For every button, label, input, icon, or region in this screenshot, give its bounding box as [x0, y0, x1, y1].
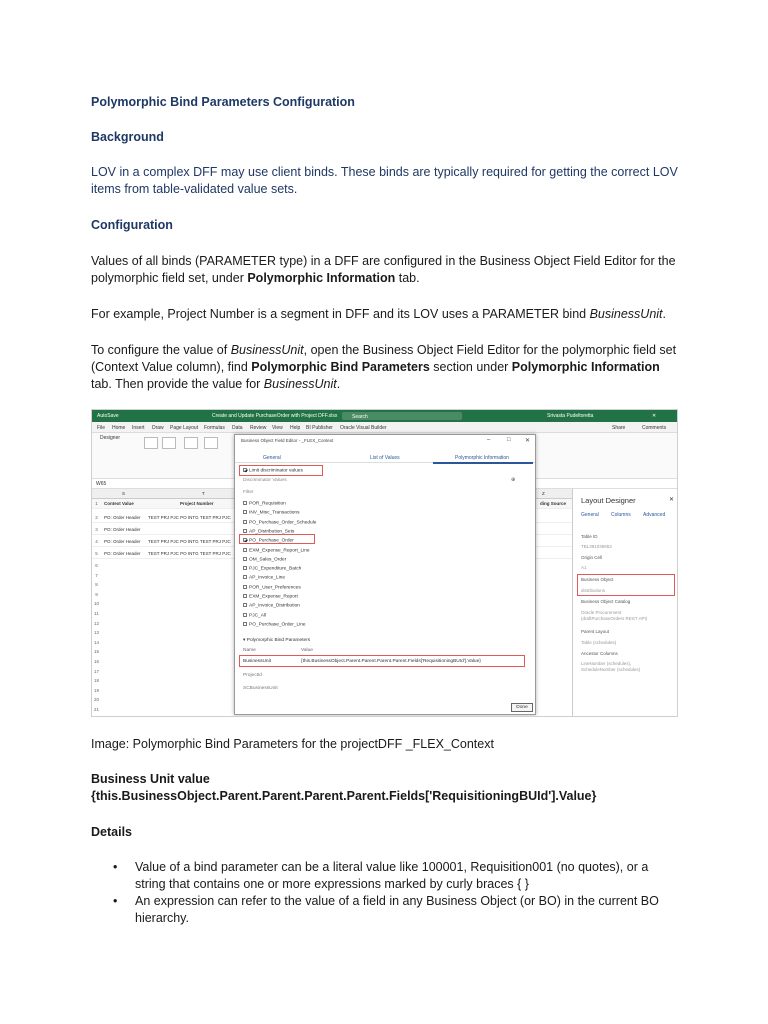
list-item: • An expression can refer to the value of a field in any Business Object (or BO) in the current BO hierarchy. — [91, 893, 681, 927]
discriminator-label: POR_Requisition — [249, 501, 286, 507]
bind-section-label: Polymorphic Bind Parameters — [246, 638, 311, 643]
ribbon-tab[interactable]: Home — [112, 425, 126, 431]
highlight-box — [577, 574, 675, 596]
checkbox-icon — [243, 557, 247, 561]
bind-name: BusinessUnit — [243, 659, 271, 664]
document-title: Polymorphic Bind Parameters Configuration — [91, 95, 355, 109]
checkbox-label: Limit discriminator values — [249, 468, 303, 474]
bo-value[interactable]: distributions — [581, 588, 606, 593]
row-number: 3 — [95, 527, 98, 532]
row-number: 12 — [93, 620, 99, 626]
tab-advanced[interactable]: Advanced — [643, 512, 666, 518]
discriminator-item[interactable] — [243, 566, 301, 572]
discriminator-item[interactable] — [243, 557, 286, 563]
table-cell[interactable]: PO: Order Header — [104, 539, 141, 544]
cell-reference[interactable]: W65 — [96, 481, 107, 487]
table-cell[interactable]: PO: Order Header — [104, 515, 141, 520]
tab-general[interactable]: General — [263, 455, 281, 461]
autosave-label: AutoSave — [97, 413, 119, 419]
column-letter: T — [202, 491, 205, 496]
filter-input[interactable]: Filter — [243, 490, 254, 495]
layout-designer-panel — [572, 489, 678, 717]
config-paragraph-3: To configure the value of BusinessUnit, open the Business Object Field Editor for the polymorphic field set (Context Value column), find Polymorphic Bind Parameters section under Polymorphic Information tab. Then provide the value for BusinessUnit. — [91, 343, 677, 391]
column-letter: Z — [542, 491, 545, 496]
ribbon-icon[interactable] — [162, 437, 176, 449]
highlight-box — [239, 534, 315, 544]
discriminator-label: OM_Sales_Order — [249, 557, 287, 563]
discriminator-label: POR_User_Preferences — [249, 585, 301, 591]
bind-section-header[interactable] — [243, 638, 310, 643]
table-cell[interactable]: TEST PRJ PJC PO INTG TEST PRJ PJC — [148, 539, 231, 544]
details-list — [91, 859, 681, 927]
parent-layout-value: Table (schedules) — [581, 640, 617, 645]
bo-label: Business Object — [581, 577, 614, 582]
panel-title: Layout Designer — [581, 496, 636, 505]
search-box[interactable] — [342, 412, 462, 420]
row-number: 9 — [95, 591, 98, 597]
user-name: Srivasta Pudeltoretta — [547, 413, 594, 419]
discriminator-label: EXM_Expense_Report_Line — [249, 548, 310, 553]
search-label: Search — [352, 413, 368, 420]
highlight-box — [239, 465, 323, 476]
comments-button[interactable]: Comments — [642, 425, 667, 431]
checkbox-icon — [243, 529, 247, 533]
checkbox-icon — [243, 585, 247, 589]
close-icon[interactable]: ✕ — [652, 413, 657, 419]
discriminator-item[interactable] — [243, 520, 316, 526]
table-id-label: Table ID — [581, 534, 598, 539]
field-editor-dialog — [234, 434, 536, 715]
done-button[interactable]: Done — [511, 703, 533, 712]
close-icon[interactable]: ✕ — [525, 438, 531, 444]
row-number: 17 — [93, 668, 99, 674]
row-number: 4 — [95, 539, 98, 544]
grid-header: ding Source — [540, 501, 567, 506]
column-letter: S — [122, 491, 126, 496]
bind-name: ProjectId — [243, 673, 262, 678]
table-cell[interactable]: PO: Order Header — [104, 527, 141, 532]
ribbon-tab[interactable]: BI Publisher — [306, 425, 333, 431]
ancestor-label: Ancestor Columns — [581, 651, 618, 656]
bind-name-header: Name — [243, 648, 256, 653]
discriminator-label: PO_Purchase_Order — [249, 538, 294, 544]
background-heading: Background — [91, 130, 164, 144]
row-number: 6 — [95, 563, 98, 568]
bind-value-header: Value — [301, 648, 313, 653]
chevron-down-icon: ▾ — [243, 638, 247, 643]
table-id-value: TBL391039653 — [581, 544, 612, 549]
tab-list-of-values[interactable]: List of Values — [370, 455, 400, 461]
share-button[interactable]: Share — [612, 425, 626, 431]
discriminator-item[interactable] — [243, 603, 300, 609]
discriminator-label: AP_Distribution_Sets — [249, 529, 295, 535]
row-number: 14 — [93, 639, 99, 645]
details-heading: Details — [91, 825, 132, 839]
grid-header: Context Value — [104, 501, 134, 506]
catalog-label: Business Object Catalog — [581, 599, 631, 604]
minimize-icon[interactable]: – — [487, 437, 491, 443]
maximize-icon[interactable]: □ — [507, 437, 511, 443]
discriminator-item[interactable] — [243, 548, 310, 554]
checkbox-icon — [243, 622, 247, 626]
configuration-heading: Configuration — [91, 218, 173, 232]
checkbox-icon — [243, 603, 247, 607]
tab-columns[interactable]: Columns — [611, 512, 631, 518]
discriminator-label: PJC_Expenditure_Batch — [249, 566, 302, 572]
checkbox-icon — [243, 501, 247, 505]
discriminator-values-label: Discriminator Values — [243, 478, 287, 483]
ribbon-tab[interactable]: Page Layout — [170, 425, 199, 431]
window-title: Create and Update PurchaseOrder with Project DFF.xlsx — [212, 413, 338, 419]
table-cell[interactable]: TEST PRJ PJC PO INTG TEST PRJ PJC — [148, 515, 231, 520]
ribbon-icon[interactable] — [144, 437, 158, 449]
ribbon-tab[interactable]: Data — [232, 425, 243, 431]
checkbox-icon — [243, 520, 247, 524]
parent-layout-label: Parent Layout — [581, 629, 610, 634]
row-number: 20 — [93, 697, 99, 703]
background-paragraph: LOV in a complex DFF may use client binds. These binds are typically required for getting the correct LOV items from table-validated value sets. — [91, 165, 678, 196]
checkbox-icon — [243, 575, 247, 579]
list-item: • Value of a bind parameter can be a literal value like 100001, Requisition001 (no quotes), or a string that contains one or more expressions marked by curly braces { } — [91, 859, 681, 893]
checkbox-icon — [243, 594, 247, 598]
active-tab-indicator — [433, 462, 533, 464]
checkbox-icon — [243, 510, 247, 514]
table-cell[interactable]: PO: Order Header — [104, 551, 141, 556]
checkbox-icon — [243, 548, 247, 552]
row-number: 8 — [95, 582, 98, 588]
ribbon-tab[interactable]: Oracle Visual Builder — [340, 425, 387, 431]
ribbon-tab[interactable]: Formulas — [204, 425, 225, 431]
grid-header: Project Number — [180, 501, 214, 506]
row-number: 7 — [95, 572, 98, 578]
ribbon-tab[interactable]: Review — [250, 425, 267, 431]
row-number: 10 — [93, 601, 99, 607]
bu-value-label: Business Unit value — [91, 772, 210, 786]
highlight-box — [239, 655, 525, 667]
row-number: 2 — [95, 515, 98, 520]
row-number: 13 — [93, 630, 99, 636]
discriminator-label: PO_Purchase_Order_Line — [249, 622, 306, 628]
excel-title-bar — [92, 410, 677, 422]
ribbon-tab[interactable]: Help — [290, 425, 301, 431]
ribbon-tab[interactable]: Draw — [152, 425, 164, 431]
row-number: 5 — [95, 551, 98, 556]
designer-button[interactable]: Designer — [100, 435, 121, 441]
bind-value-input[interactable]: {this.BusinessObject.Parent.Parent.Parent.Parent.Fields['RequisitioningBUId'].Value} — [301, 659, 481, 664]
dialog-title: Business Object Field Editor - _FLEX_Context — [241, 438, 334, 443]
ancestor-value: LineNumber (schedules), ScheduleNumber (schedules) — [581, 661, 641, 672]
ribbon-tab[interactable]: View — [272, 425, 283, 431]
row-number: 19 — [93, 687, 99, 693]
image-caption: Image: Polymorphic Bind Parameters for the projectDFF _FLEX_Context — [91, 737, 494, 751]
discriminator-label: PO_Purchase_Order_Schedule — [249, 520, 317, 526]
discriminator-label: INV_Misc_Transactions — [249, 510, 300, 516]
discriminator-item[interactable] — [243, 594, 298, 600]
tab-polymorphic-information[interactable]: Polymorphic Information — [455, 455, 509, 461]
origin-cell-label: Origin Cell — [581, 555, 603, 560]
add-icon[interactable]: ⊕ — [511, 477, 516, 483]
row-number: 16 — [93, 659, 99, 664]
config-paragraph-2: For example, Project Number is a segment in DFF and its LOV uses a PARAMETER bind BusinessUnit. — [91, 307, 667, 321]
ribbon-icon[interactable] — [204, 437, 218, 449]
discriminator-label: AP_Invoice_Line — [249, 575, 286, 581]
row-number: 1 — [95, 501, 98, 506]
bind-name: SCBusinessUnit — [243, 686, 278, 691]
row-number: 15 — [93, 649, 99, 655]
ribbon-tab[interactable]: Insert — [132, 425, 145, 431]
row-number: 11 — [94, 611, 99, 616]
bu-value-expression: {this.BusinessObject.Parent.Parent.Parent.Parent.Fields['RequisitioningBUId'].Value} — [91, 789, 597, 803]
discriminator-label: PJC_All — [249, 613, 267, 619]
discriminator-item[interactable] — [243, 510, 299, 516]
origin-cell-value[interactable]: A1 — [581, 565, 587, 570]
excel-screenshot — [91, 409, 678, 717]
tab-general[interactable]: General — [581, 512, 599, 518]
ribbon-tabs — [92, 422, 677, 433]
discriminator-item[interactable] — [243, 501, 286, 507]
discriminator-item[interactable] — [243, 613, 266, 619]
discriminator-label: AP_Invoice_Distribution — [249, 603, 300, 609]
discriminator-label: EXM_Expense_Report — [249, 594, 298, 600]
ribbon-tab[interactable]: File — [97, 425, 106, 431]
table-cell[interactable]: TEST PRJ PJC PO INTG TEST PRJ PJC — [148, 551, 231, 556]
discriminator-item[interactable] — [243, 585, 301, 591]
catalog-value[interactable]: Oracle Procurement (draftPurchaseOrders REST API) — [581, 610, 648, 621]
config-paragraph-1: Values of all binds (PARAMETER type) in a DFF are configured in the Business Object Field Editor for the polymorphic field set, under Polymorphic Information tab. — [91, 254, 676, 285]
discriminator-item[interactable] — [243, 622, 306, 628]
ribbon-icon[interactable] — [184, 437, 198, 449]
row-number: 18 — [93, 678, 99, 684]
checkbox-icon — [243, 566, 247, 570]
row-number: 21 — [93, 707, 99, 712]
close-icon[interactable]: ✕ — [669, 497, 675, 503]
discriminator-item[interactable] — [243, 575, 285, 581]
checkbox-icon — [243, 613, 247, 617]
